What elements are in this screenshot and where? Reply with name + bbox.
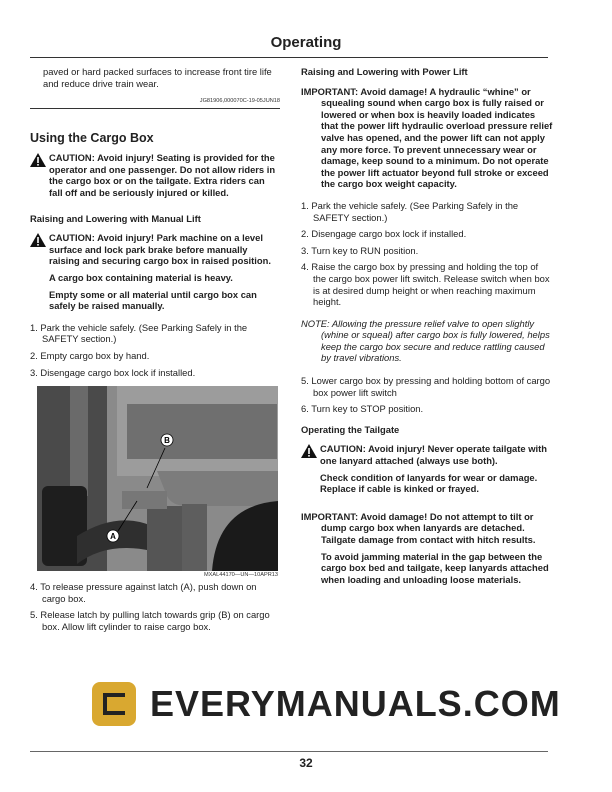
watermark-text: EVERYMANUALS.COM [150, 683, 561, 724]
page-number: 32 [299, 756, 313, 770]
list-item: 3. Disengage cargo box lock if installed. [30, 366, 196, 378]
note-pressure-relief: NOTE: Allowing the pressure relief valve to open slightly (whine or squeal) after cargo box is fully lowered, helps keep the cargo box secure and reduce rattling caused by travel vibrations. [301, 317, 550, 364]
list-item: 1. Park the vehicle safely. (See Parking Safely in the SAFETY section.) [30, 321, 248, 345]
important-text: IMPORTANT: Avoid damage! Do not attempt to tilt or dump cargo box when lanyards are detached. Tailgate damage from contact with hitch results. [301, 510, 536, 545]
caution-text: CAUTION: Avoid injury! Seating is provided for the operator and one passenger. Do not allow riders in the cargo box or on the tailgate. Extra riders can fall off and be seriously injured or killed. [49, 152, 276, 198]
callout-a-label: A [110, 532, 116, 542]
manual-steps-list [30, 322, 280, 378]
important-tailgate [301, 511, 553, 586]
list-item: 1. Park the vehicle safely. (See Parking Safely in the SAFETY section.) [301, 199, 519, 223]
right-column [301, 66, 553, 585]
caution-text: A cargo box containing material is heavy. [49, 271, 233, 283]
list-item: 2. Empty cargo box by hand. [30, 349, 150, 361]
list-item: 3. Turn key to RUN position. [301, 244, 419, 256]
caution-text: CAUTION: Avoid injury! Never operate tailgate with one lanyard attached (always use both). [320, 443, 547, 467]
list-item: 2. Disengage cargo box lock if installed. [301, 228, 467, 240]
caution-text: Check condition of lanyards for wear or damage. Replace if cable is kinked or frayed. [320, 471, 538, 495]
intro-paragraph: paved or hard packed surfaces to increase front tire life and reduce drive train wear. [43, 66, 272, 89]
important-power-lift: IMPORTANT: Avoid damage! A hydraulic “whine” or squealing sound when cargo box is fully raised or lowered or when box is heavily loaded indicates that the power lift hydraulic overload pressure relief valve has opened, and the power lift can not apply any more force. To prevent unnecessary wear or damage, keep sound to a minimum. Do not operate the power lift actuator beyond full stroke or exceed the cargo box weight capacity. [301, 85, 553, 190]
list-item: 4. Raise the cargo box by pressing and holding the top of the cargo box power lift switch. Release switch when box is at desired dump height or when reaching maximum height. [301, 261, 550, 308]
manual-lift-heading: Raising and Lowering with Manual Lift [30, 212, 201, 224]
left-column [30, 66, 280, 632]
warning-triangle-icon [301, 444, 317, 458]
list-item: 5. Release latch by pulling latch towards grip (B) on cargo box. Allow lift cylinder to raise cargo box. [30, 609, 270, 632]
watermark-logo-glyph [103, 693, 125, 715]
caution-manual-lift [30, 232, 280, 312]
cargo-box-latch-photo [37, 386, 278, 571]
caution-text: Empty some or all material until cargo box can safely be raised manually. [49, 288, 257, 312]
list-item: 4. To release pressure against latch (A), push down on cargo box. [30, 581, 257, 604]
power-lift-heading: Raising and Lowering with Power Lift [301, 66, 468, 77]
warning-triangle-icon [30, 233, 46, 247]
caution-seating [30, 152, 280, 198]
section-divider [30, 108, 280, 109]
figure-caption: MXAL44170—UN—10APR13 [204, 572, 278, 579]
watermark-logo [92, 682, 136, 726]
latch-steps-list [30, 581, 280, 632]
caution-tailgate [301, 443, 553, 494]
warning-triangle-icon [30, 153, 46, 167]
page-title: Operating [270, 34, 342, 51]
tailgate-heading: Operating the Tailgate [301, 423, 400, 435]
caution-text: CAUTION: Avoid injury! Park machine on a level surface and lock park brake before manually raising and securing cargo box in raised position. [49, 232, 271, 267]
power-steps-list [301, 200, 553, 308]
list-item: 5. Lower cargo box by pressing and holding bottom of cargo box power lift switch [301, 375, 551, 398]
callout-b-label: B [164, 436, 170, 446]
section-title: Using the Cargo Box [30, 131, 154, 146]
reference-code: JG81906,000070C-19-05JUN18 [199, 98, 280, 105]
header-divider [30, 57, 548, 58]
important-text: To avoid jamming material in the gap between the cargo box bed and tailgate, keep lanyards attached when loading and unloading loose materials. [321, 550, 549, 585]
list-item: 6. Turn key to STOP position. [301, 403, 424, 415]
power-steps-list-2 [301, 375, 553, 415]
footer-divider [30, 751, 548, 752]
